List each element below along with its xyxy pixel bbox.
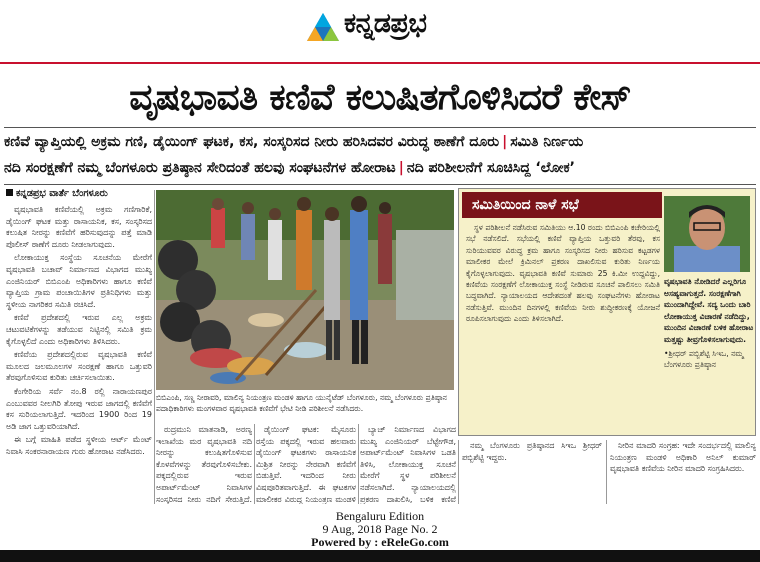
deck-line-2	[4, 157, 756, 179]
deck-separator: |	[502, 134, 508, 150]
paragraph: ನಮ್ಮ ಬೆಂಗಳೂರು ಪ್ರತಿಷ್ಠಾನದ ಸಿಇಒ ಶ್ರೀಧರ್ ಪಬ್ಬಿಶೆಟ್ಟಿ ಇದ್ದರು.	[462, 441, 602, 462]
paragraph: ಸ್ಥಳ ಪರಿಶೀಲನೆ ನಡೆಸಿರುವ ಸಮಿತಿಯು ಆ.10 ರಂದು ಬಿಬಿಎಂಪಿ ಕಚೇರಿಯಲ್ಲಿ ಸಭೆ ನಡೆಸಲಿದೆ. ಸಭೆಯಲ್ಲಿ ಕಣಿವೆ ವ್ಯಾಪ್ತಿಯ ಒತ್ತುವರಿ ತೆರವು, ಕಸ ಸುರಿಯುವವರ ವಿರುದ್ಧ ಕ್ರಮ ಹಾಗೂ ಸಂಸ್ಕರಿಸದ ನೀರು ಹರಿಸುವ ಕಟ್ಟಡಗಳ ಮಾಲೀಕರ ಮೇಲೆ ಕ್ರಿಮಿನಲ್ ಪ್ರಕರಣ ದಾಖಲಿಸುವ ಕುರಿತು ನಿರ್ಣಯ ಕೈಗೊಳ್ಳಲಾಗುವುದು. ವೃಷಭಾವತಿ ಕಣಿವೆ ಸುಮಾರು 25 ಕಿ.ಮೀ ಉದ್ದವಿದ್ದು, ಕಣಿವೆಯ ಸಂರಕ್ಷಣೆಗೆ ಲೋಕಾಯುಕ್ತ ಸಂಸ್ಥೆ ನೀಡಿರುವ ಸೂಚನೆ ಪಾಲಿಸಲು ಸಮಿತಿ ಬದ್ಧವಾಗಿದೆ. ನ್ಯಾಯಾಲಯದ ಆದೇಶದಂತೆ ಹಲವು ಸಂಘಟನೆಗಳು ಹೋರಾಟ ನಡೆಸುತ್ತಿವೆ. ಮುಂದಿನ ದಿನಗಳಲ್ಲಿ ಕಣಿವೆಯ ನೀರು ಶುದ್ಧೀಕರಣಕ್ಕೆ ಯೋಜನೆ ರೂಪಿಸಲಾಗುವುದು ಎಂದು ತಿಳಿಸಲಾಗಿದೆ.	[466, 223, 660, 324]
paragraph: ಡೈಯಿಂಗ್ ಘಟಕ: ಮೈಸೂರು ರಸ್ತೆಯ ಪಕ್ಕದಲ್ಲಿ ಇರುವ ಹಲವಾರು ಡೈಯಿಂಗ್ ಘಟಕಗಳು ರಾಸಾಯನಿಕ ಮಿಶ್ರಿತ ನೀರನ್ನು ನೇರವಾಗಿ ಕಣಿವೆಗೆ ಬಿಡುತ್ತಿವೆ. ಇದರಿಂದ ನೀರು ವಿಷಪೂರಿತವಾಗುತ್ತಿದೆ. ಈ ಘಟಕಗಳ ಮಾಲೀಕರ ವಿರುದ್ಧ ನಿಯಂತ್ರಣ ಮಂಡಳಿ	[256, 425, 356, 504]
byline-square-icon	[6, 189, 13, 196]
byline-text: ಕನ್ನಡಪ್ರಭ ವಾರ್ತೆ ಬೆಂಗಳೂರು	[16, 188, 108, 199]
paragraph: ಕೆಂಗೇರಿಯ ಸರ್ವೆ ನಂ.8 ರಲ್ಲಿ ನಾರಾಯಣಪುರ ಎಂಬುವವರ ನೀಲಗಿರಿ ತೋಪು ಇರುವ ಜಾಗದಲ್ಲಿ ಕಣಿವೆಗೆ ಕಸ ಸುರಿಯಲಾಗುತ್ತಿದೆ. ಇದರಿಂದ 1900 ರಿಂದ 19 ಅಡಿ ಜಾಗ ಒತ್ತುವರಿಯಾಗಿದೆ.	[6, 386, 152, 431]
headline: ವೃಷಭಾವತಿ ಕಣಿವೆ ಕಲುಷಿತಗೊಳಿಸಿದರೆ ಕೇಸ್	[129, 77, 631, 118]
paragraph: ನೀರಿನ ಮಾದರಿ ಸಂಗ್ರಹ: ಇದೇ ಸಂದರ್ಭದಲ್ಲಿ ಮಾಲಿನ್ಯ ನಿಯಂತ್ರಣ ಮಂಡಳಿ ಅಧಿಕಾರಿ ಅನಿಲ್ ಕುಮಾರ್ ವೃಷಭಾವತಿ ಕಣಿವೆಯ ನೀರಿನ ಮಾದರಿ ಸಂಗ್ರಹಿಸಿದರು.	[610, 441, 756, 474]
quote-text: ವೃಷಭಾವತಿ ನೋಡಿದರೆ ಎಲ್ಲರಿಗೂ ಅಸಹ್ಯವಾಗುತ್ತದೆ. ಸಂರಕ್ಷಣೆಗಾಗಿ ಮುಂದಾಗಿದ್ದೇವೆ. ಸದ್ಯ ಒಂದು ಬಾರಿ ಲೋಕಾಯುಕ್ತ ವಿಚಾರಣೆ ನಡೆದಿದ್ದು, ಮುಂದಿನ ವಿಚಾರಣೆ ಬಳಿಕ ಹೋರಾಟ ಮತ್ತಷ್ಟು ತೀವ್ರಗೊಳಿಸಲಾಗುವುದು.	[664, 277, 754, 344]
news-photo	[156, 190, 454, 390]
article-column-1	[6, 204, 152, 504]
quote-attribution: • ಶ್ರೀಧರ್ ಪಬ್ಬಿಶೆಟ್ಟಿ ಸಿಇಒ, ನಮ್ಮ ಬೆಂಗಳೂರು ಪ್ರತಿಷ್ಠಾನ	[664, 348, 754, 371]
paragraph: ಈ ಬಗ್ಗೆ ಮಾಹಿತಿ ಪಡೆದ ಸ್ಥಳೀಯ ಆರ್ಟ್ ಮೆಂಟ್ ನಿವಾಸಿ ಸಂಕರನಾರಾಯಣ ಗುರು ಹೋರಾಟ ನಡೆಸಿದರು.	[6, 435, 152, 456]
page-footer	[0, 510, 760, 549]
logo-triangle-icon	[306, 12, 340, 42]
photo-caption: ಬಿಬಿಎಂಪಿ, ಸಣ್ಣ ನೀರಾವರಿ, ಮಾಲಿನ್ಯ ನಿಯಂತ್ರಣ ಮಂಡಳಿ ಹಾಗೂ ಯುನೈಟೆಡ್ ಬೆಂಗಳೂರು, ನಮ್ಮ ಬೆಂಗಳೂರು ಪ್ರತಿಷ್ಠಾನ ಪದಾಧಿಕಾರಿಗಳು ಮಂಗಳವಾರ ವೃಷಭಾವತಿ ಕಣಿವೆಗೆ ಭೇಟಿ ನೀಡಿ ಪರಿಶೀಲನೆ ನಡೆಸಿದರು.	[156, 393, 447, 413]
headline-rule	[4, 127, 756, 128]
article-column-3	[256, 424, 356, 504]
quote-box	[664, 276, 754, 434]
article-column-4	[360, 424, 456, 504]
bottom-bar	[0, 550, 760, 562]
paragraph: ಕಣಿವೆಯ ಪ್ರದೇಶದಲ್ಲಿರುವ ವೃಷಭಾವತಿ ಕಣಿವೆ ಮೂಲದ ಜಲಮೂಲಗಳ ಸಂರಕ್ಷಣೆ ಹಾಗೂ ಒತ್ತುವರಿ ತೆರವುಗೊಳಿಸುವ ಕುರಿತು ಚರ್ಚಿಸಲಾಯಿತು.	[6, 350, 152, 383]
portrait-illustration	[664, 196, 750, 272]
column-divider	[458, 440, 459, 504]
footer-edition: Bengaluru Edition	[335, 509, 425, 523]
paragraph: ಬ್ಯಾಚ್ ನಿರ್ಮಾಣದ ವಿಭಾಗದ ಮುಖ್ಯ ಎಂಜಿನಿಯರ್ ಬೆಟ್ಟೇಗೌಡ, ಅಪಾರ್ಟ್‌ಮೆಂಟ್ ನಿವಾಸಿಗಳ ಒಡತಿ ತಿಳಿಸಿ, ಲೋಕಾಯುಕ್ತ ಸೂಚನೆ ಮೇರೆಗೆ ಸ್ಥಳ ಪರಿಶೀಲನೆ ನಡೆಸಲಾಗಿದೆ. ನ್ಯಾಯಾಲಯದಲ್ಲಿ ಪ್ರಕರಣ ದಾಖಲಿಸಿ, ಬಳಿಕ ಕಣಿವೆ	[360, 425, 456, 504]
footer-date-page: 9 Aug, 2018 Page No. 2	[322, 522, 438, 536]
deck-line-1	[4, 131, 756, 153]
footer-powered-by: Powered by : eReleGo.com	[311, 535, 449, 549]
deck-line-1-main: ಕಣಿವೆ ವ್ಯಾಪ್ತಿಯಲ್ಲಿ ಅಕ್ರಮ ಗಣಿ, ಡೈಯಿಂಗ್ ಘಟಕ, ಕಸ, ಸಂಸ್ಕರಿಸದ ನೀರು ಹರಿಸಿದವರ ವಿರುದ್ಧ ಠಾಣೆಗೆ ದೂರು	[4, 134, 500, 150]
column-divider	[606, 440, 607, 504]
masthead-rule	[0, 62, 760, 64]
deck-line-1-tail: ಸಮಿತಿ ನಿರ್ಣಯ	[510, 134, 584, 150]
byline	[6, 188, 156, 202]
column-divider	[254, 424, 255, 504]
deck-separator: |	[398, 160, 404, 176]
paragraph: ರುದ್ರಮುನಿ ಮಾತನಾಡಿ, ಅರಣ್ಯ ಇಲಾಖೆಯ ಮರ ವೃಷಭಾವತಿ ನದಿ ನೀರನ್ನು ಕಲುಷಿತಗೊಳಿಸುವ ಕೊಳವೆಗಳನ್ನು ತೆರವುಗೊಳಿಸಬೇಕು. ಪಕ್ಕದಲ್ಲಿರುವ ಇರುವ ಅಪಾರ್ಟ್‌ಮೆಂಟ್ ನಿವಾಸಿಗಳ ಸಂಸ್ಕರಿಸದ ನೀರು ನದಿಗೆ ಸೇರುತ್ತಿದೆ.	[156, 425, 252, 504]
portrait-photo	[664, 196, 750, 272]
deck-line-2-tail: ನದಿ ಪರಿಶೀಲನೆಗೆ ಸೂಚಿಸಿದ್ದ ‘ಲೋಕ’	[406, 160, 575, 176]
sidebar-text	[466, 222, 660, 432]
article-column-2	[156, 424, 252, 504]
article-column-5a	[462, 440, 602, 504]
article-column-5b	[610, 440, 756, 504]
sidebar-title: ಸಮಿತಿಯಿಂದ ನಾಳೆ ಸಭೆ	[462, 192, 662, 218]
logo-text: ಕನ್ನಡಪ್ರಭ	[344, 8, 427, 39]
column-divider	[154, 190, 155, 504]
column-divider	[358, 424, 359, 504]
deck-line-2-main: ನದಿ ಸಂರಕ್ಷಣೆಗೆ ನಮ್ಮ ಬೆಂಗಳೂರು ಪ್ರತಿಷ್ಠಾನ ಸೇರಿದಂತೆ ಹಲವು ಸಂಘಟನೆಗಳ ಹೋರಾಟ	[4, 160, 396, 176]
paragraph: ವೃಷಭಾವತಿ ಕಣಿವೆಯಲ್ಲಿ ಅಕ್ರಮ ಗಣಿಗಾರಿಕೆ, ಡೈಯಿಂಗ್ ಘಟಕ ಮತ್ತು ರಾಸಾಯನಿಕ, ಕಸ, ಸಂಸ್ಕರಿಸದ ಕಲುಷಿತ ನೀರನ್ನು ಕಣಿವೆಗೆ ಹರಿಸುವುದನ್ನು ಪತ್ತೆ ಮಾಡಿ ಪೊಲೀಸ್ ಠಾಣೆಗೆ ದೂರು ನೀಡಲಾಗುವುದು.	[6, 205, 152, 249]
masthead	[0, 0, 760, 62]
paragraph: ಲೋಕಾಯುಕ್ತ ಸಂಸ್ಥೆಯ ಸೂಚನೆಯ ಮೇರೆಗೆ ವೃಷಭಾವತಿ ಬಚಾವ್ ನಿರ್ಮಾಣದ ವಿಭಾಗದ ಮುಖ್ಯ ಎಂಜಿನಿಯರ್ ಬಿಬಿಎಂಪಿ ಅಧಿಕಾರಿಗಳು ಹಾಗೂ ಕಣಿವೆ ವ್ಯಾಪ್ತಿಯ ಗ್ರಾಮ ಪಂಚಾಯಿತಿಗಳ ಪ್ರತಿನಿಧಿಗಳು ಮತ್ತು ಸ್ಥಳೀಯ ನಾಗರಿಕರ ಸಮಿತಿ ರಚಿಸಿದೆ.	[6, 253, 152, 309]
photo-illustration	[156, 190, 454, 390]
paragraph: ಕಣಿವೆ ಪ್ರದೇಶದಲ್ಲಿ ಇರುವ ಎಲ್ಲ ಅಕ್ರಮ ಚಟುವಟಿಕೆಗಳನ್ನು ತಡೆಯುವ ನಿಟ್ಟಿನಲ್ಲಿ ಸಮಿತಿ ಕ್ರಮ ಕೈಗೊಳ್ಳಲಿದೆ ಎಂದು ಅಧಿಕಾರಿಗಳು ತಿಳಿಸಿದರು.	[6, 313, 152, 346]
deck-rule	[4, 184, 756, 185]
